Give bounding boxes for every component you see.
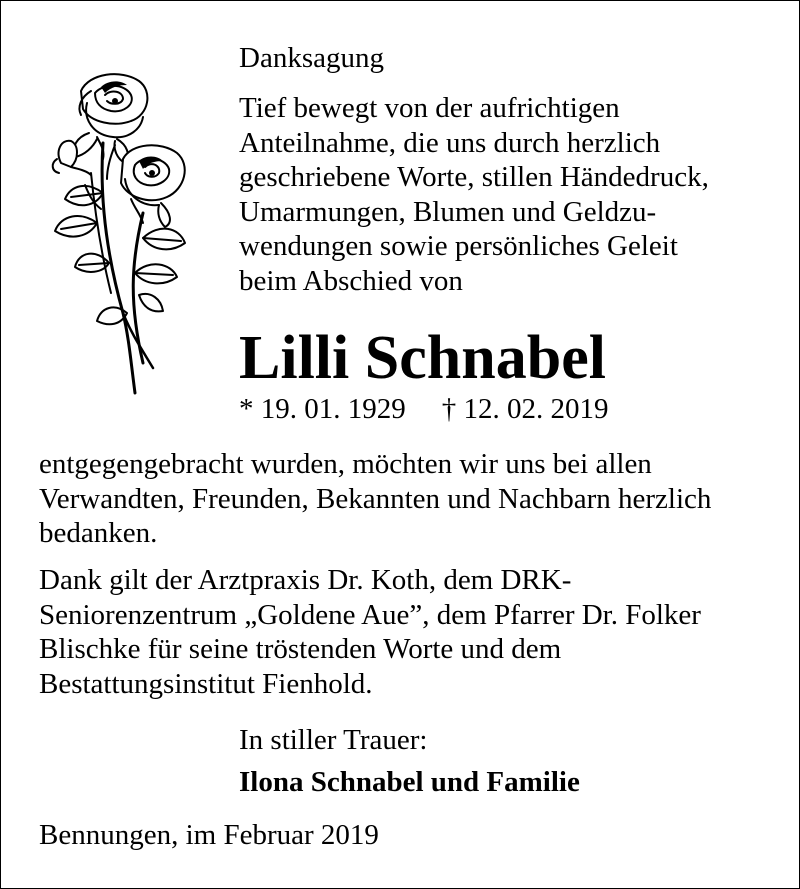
birth-date: * 19. 01. 1929: [239, 393, 406, 425]
heading: Danksagung: [239, 42, 384, 74]
body-line: Dank gilt der Arztpraxis Dr. Koth, dem DRK-: [39, 564, 572, 596]
intro-line: geschriebene Worte, stillen Händedruck,: [239, 161, 709, 193]
family-signature: Ilona Schnabel und Familie: [239, 766, 580, 798]
mourning-line: In stiller Trauer:: [239, 724, 428, 756]
body-line: entgegengebracht wurden, möchten wir uns bei allen: [39, 448, 652, 480]
roses-illustration-icon: [31, 63, 201, 398]
intro-line: Umarmungen, Blumen und Geldzu-: [239, 195, 657, 228]
body-line: bedanken.: [39, 517, 158, 549]
life-dates: [239, 391, 609, 427]
intro-line: Tief bewegt von der aufrichtigen: [239, 92, 620, 124]
body-line: Bestattungsinstitut Fienhold.: [39, 667, 373, 700]
intro-line: wendungen sowie persönliches Geleit: [239, 230, 678, 262]
body-line: Verwandten, Freunden, Bekannten und Nachbarn herzlich: [39, 482, 712, 515]
intro-line: beim Abschied von: [239, 264, 463, 297]
intro-line: Anteilnahme, die uns durch herzlich: [239, 126, 661, 159]
body-line: Seniorenzentrum „Goldene Aue”, dem Pfarrer Dr. Folker: [39, 598, 701, 631]
deceased-name: Lilli Schnabel: [239, 324, 606, 392]
death-date: † 12. 02. 2019: [441, 393, 609, 425]
place-and-date: Bennungen, im Februar 2019: [39, 819, 379, 851]
body-line: Blischke für seine tröstenden Worte und dem: [39, 633, 562, 665]
